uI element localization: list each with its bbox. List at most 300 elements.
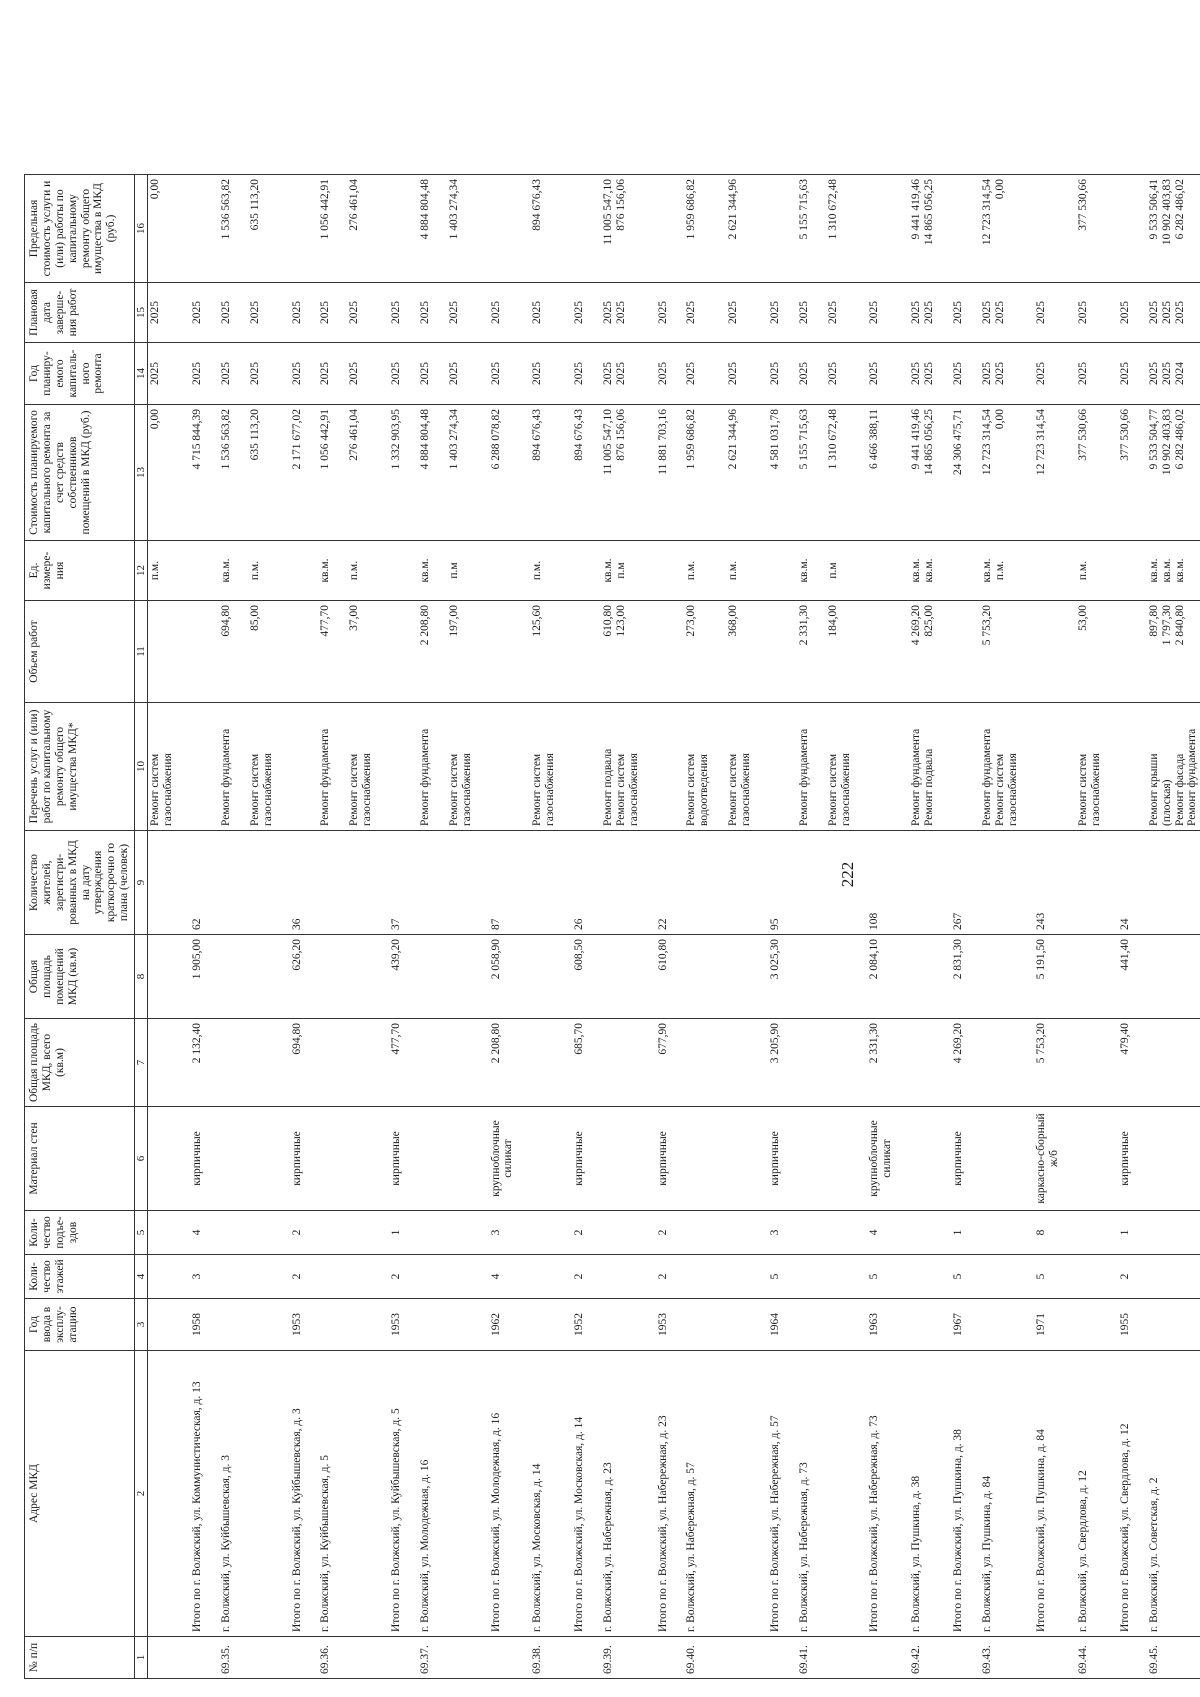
unit xyxy=(573,545,586,596)
year-built: 1953 xyxy=(656,1299,671,1351)
completion-year: 2025 xyxy=(826,301,839,324)
planned-year: 2025 xyxy=(319,362,332,385)
entrance-count: 4 xyxy=(190,1211,205,1255)
completion-year: 2025 xyxy=(685,301,698,324)
owner-cost-cell xyxy=(290,405,305,541)
owner-cost-cell xyxy=(489,405,517,541)
spacer-cell xyxy=(433,1107,447,1211)
planned-year: 2025 xyxy=(826,362,839,385)
spacer-cell xyxy=(783,283,797,343)
spacer-cell xyxy=(783,343,797,405)
row-spacer xyxy=(234,175,248,1679)
work-volume: 37,00 xyxy=(348,605,361,631)
planned-year: 2025 xyxy=(951,362,964,385)
spacer-cell xyxy=(516,175,530,283)
row-number xyxy=(248,1637,276,1679)
work-type: Ремонт фундамента xyxy=(319,728,332,826)
spacer-cell xyxy=(712,601,726,703)
spacer-cell xyxy=(853,703,867,831)
spacer-cell xyxy=(754,1211,768,1255)
row-number: 69.38. xyxy=(530,1637,558,1679)
year-built xyxy=(980,1299,1021,1351)
owner-cost: 377 530,66 xyxy=(1118,409,1131,461)
residents-count: 37 xyxy=(389,831,404,935)
limit-cost xyxy=(657,179,670,278)
column-header: Коли-чество этажей xyxy=(25,1255,135,1299)
spacer-cell xyxy=(712,283,726,343)
planned-year-cell xyxy=(190,343,205,405)
spacer-cell xyxy=(670,1211,684,1255)
spacer-cell xyxy=(754,1107,768,1211)
spacer-cell xyxy=(1020,1351,1034,1637)
limit-cost: 377 530,66 xyxy=(1077,179,1090,231)
spacer-cell xyxy=(642,1351,656,1637)
wall-material: крупноблочные силикат xyxy=(489,1107,517,1211)
work-volume: 123,00 xyxy=(614,605,627,637)
spacer-cell xyxy=(937,1019,951,1107)
planned-year: 2025 xyxy=(248,362,261,385)
work-type: Ремонт подвала xyxy=(601,748,614,826)
spacer-cell xyxy=(754,343,768,405)
spacer-cell xyxy=(333,1255,347,1299)
row-number: 69.45. xyxy=(1147,1637,1200,1679)
total-area: 2 331,30 xyxy=(867,1019,895,1107)
entrance-count xyxy=(447,1211,475,1255)
spacer-cell xyxy=(812,831,826,935)
rooms-area xyxy=(726,935,754,1019)
residents-count xyxy=(980,831,1021,935)
wall-material: кирпичные xyxy=(389,1107,404,1211)
spacer-cell xyxy=(1104,1107,1118,1211)
year-built xyxy=(318,1299,333,1351)
unit-cell xyxy=(290,541,305,601)
spacer-cell xyxy=(404,1637,418,1679)
spacer-cell xyxy=(712,1107,726,1211)
work-type: Ремонт систем газоснабжения xyxy=(1077,753,1103,826)
spacer-cell xyxy=(433,831,447,935)
spacer-cell xyxy=(1020,831,1034,935)
limit-cost-cell xyxy=(1076,175,1104,283)
wall-material xyxy=(248,1107,276,1211)
completion-year: 2025 xyxy=(447,301,460,324)
completion-year-cell xyxy=(909,283,937,343)
spacer-cell xyxy=(754,1637,768,1679)
spacer-cell xyxy=(587,601,601,703)
completion-year: 2025 xyxy=(993,301,1006,324)
rooms-area xyxy=(1147,935,1200,1019)
total-area xyxy=(148,1019,176,1107)
unit xyxy=(191,545,204,596)
address: Итого по г. Волжский, ул. Молодежная, д. 16 xyxy=(489,1351,517,1637)
residents-count xyxy=(248,831,276,935)
completion-year: 2025 xyxy=(923,301,936,324)
spacer-cell xyxy=(937,831,951,935)
address: Итого по г. Волжский, ул. Свердлова, д. 12 xyxy=(1118,1351,1133,1637)
work-type: Ремонт систем газоснабжения xyxy=(993,753,1019,826)
owner-cost: 9 533 504,77 xyxy=(1147,409,1160,470)
spacer-cell xyxy=(587,1107,601,1211)
rooms-area: 439,20 xyxy=(389,935,404,1019)
owner-cost-cell xyxy=(656,405,671,541)
limit-cost: 276 461,04 xyxy=(348,179,361,231)
entrance-count xyxy=(980,1211,1021,1255)
residents-count: 22 xyxy=(656,831,671,935)
limit-cost-cell xyxy=(951,175,966,283)
spacer-cell xyxy=(754,703,768,831)
spacer-cell xyxy=(234,1107,248,1211)
floor-count: 5 xyxy=(768,1255,783,1299)
spacer-cell xyxy=(558,1637,572,1679)
spacer-cell xyxy=(1133,1255,1147,1299)
spacer-cell xyxy=(1062,405,1076,541)
planned-year: 2025 xyxy=(191,362,204,385)
floor-count: 2 xyxy=(572,1255,587,1299)
unit xyxy=(390,545,403,596)
spacer-cell xyxy=(433,405,447,541)
residents-count xyxy=(726,831,754,935)
work-volume-cell xyxy=(909,601,937,703)
wall-material xyxy=(684,1107,712,1211)
wall-material: кирпичные xyxy=(1118,1107,1133,1211)
spacer-cell xyxy=(1062,175,1076,283)
spacer-cell xyxy=(1062,1107,1076,1211)
residents-count: 24 xyxy=(1118,831,1133,935)
owner-cost: 10 902 403,83 xyxy=(1160,409,1173,476)
completion-year: 2025 xyxy=(601,301,614,324)
spacer-cell xyxy=(670,175,684,283)
entrance-count xyxy=(909,1211,937,1255)
limit-cost: 0,00 xyxy=(149,179,162,200)
unit: п.м xyxy=(826,562,839,579)
residents-count xyxy=(418,831,433,935)
spacer-cell xyxy=(712,1351,726,1637)
entrance-count xyxy=(347,1211,375,1255)
spacer-cell xyxy=(205,343,219,405)
page-number: 222 xyxy=(838,861,857,888)
spacer-cell xyxy=(333,703,347,831)
owner-cost: 377 530,66 xyxy=(1077,409,1090,461)
total-area xyxy=(980,1019,1021,1107)
planned-year-cell xyxy=(389,343,404,405)
spacer-cell xyxy=(558,1351,572,1637)
owner-cost: 9 441 419,46 xyxy=(910,409,923,470)
year-built xyxy=(347,1299,375,1351)
work-volume-cell xyxy=(530,601,558,703)
year-built: 1963 xyxy=(867,1299,895,1351)
spacer-cell xyxy=(333,405,347,541)
column-header: Количество жителей, зарегистри-рованных в МКД на дату утверждения краткосрочно го плана (человек) xyxy=(25,831,135,935)
unit: кв.м. xyxy=(1160,558,1173,583)
column-number: 16 xyxy=(135,175,148,283)
spacer-cell xyxy=(404,1351,418,1637)
total-area xyxy=(347,1019,375,1107)
spacer-cell xyxy=(375,831,389,935)
work-volume: 184,00 xyxy=(826,605,839,637)
owner-cost: 2 621 344,96 xyxy=(727,409,740,470)
spacer-cell xyxy=(304,175,318,283)
spacer-cell xyxy=(783,1107,797,1211)
floor-count xyxy=(318,1255,333,1299)
address xyxy=(726,1351,754,1637)
unit-cell xyxy=(1076,541,1104,601)
spacer-cell xyxy=(937,405,951,541)
rooms-area xyxy=(601,935,642,1019)
unit: п.м. xyxy=(531,560,544,581)
limit-cost-cell xyxy=(656,175,671,283)
total-area xyxy=(219,1019,234,1107)
spacer-cell xyxy=(176,283,190,343)
address xyxy=(148,1351,176,1637)
spacer-cell xyxy=(375,703,389,831)
work-volume-cell xyxy=(980,601,1021,703)
work-type-cell xyxy=(909,703,937,831)
rooms-area xyxy=(1076,935,1104,1019)
residents-count xyxy=(797,831,812,935)
table-row xyxy=(1118,175,1133,1679)
entrance-count: 2 xyxy=(572,1211,587,1255)
spacer-cell xyxy=(276,831,290,935)
work-volume: 897,80 xyxy=(1147,605,1160,637)
spacer-cell xyxy=(1133,601,1147,703)
spacer-cell xyxy=(895,1637,909,1679)
work-volume: 273,00 xyxy=(685,605,698,637)
completion-year: 2025 xyxy=(1118,301,1131,324)
work-type: Ремонт систем газоснабжения xyxy=(826,753,852,826)
spacer-cell xyxy=(1020,1107,1034,1211)
spacer-cell xyxy=(333,601,347,703)
work-volume xyxy=(868,605,881,698)
planned-year: 2025 xyxy=(447,362,460,385)
residents-count xyxy=(530,831,558,935)
work-type xyxy=(657,707,670,826)
spacer-cell xyxy=(333,831,347,935)
spacer-cell xyxy=(333,1107,347,1211)
spacer-cell xyxy=(375,283,389,343)
owner-cost: 11 005 547,10 xyxy=(601,409,614,475)
table-row xyxy=(656,175,671,1679)
spacer-cell xyxy=(234,1637,248,1679)
entrance-count xyxy=(1147,1211,1200,1255)
table-header-row xyxy=(25,175,135,1679)
spacer-cell xyxy=(937,283,951,343)
address xyxy=(347,1351,375,1637)
spacer-cell xyxy=(304,283,318,343)
work-volume-cell xyxy=(572,601,587,703)
unit-cell xyxy=(951,541,966,601)
spacer-cell xyxy=(404,283,418,343)
spacer-cell xyxy=(966,1255,980,1299)
row-spacer xyxy=(475,175,489,1679)
planned-year: 2025 xyxy=(1160,362,1173,385)
owner-cost-cell xyxy=(572,405,587,541)
spacer-cell xyxy=(1062,343,1076,405)
spacer-cell xyxy=(475,831,489,935)
spacer-cell xyxy=(812,1211,826,1255)
limit-cost: 9 533 506,41 xyxy=(1147,179,1160,240)
spacer-cell xyxy=(895,343,909,405)
work-volume xyxy=(994,605,1007,698)
spacer-cell xyxy=(276,1299,290,1351)
spacer-cell xyxy=(475,283,489,343)
spacer-cell xyxy=(276,343,290,405)
limit-cost-cell xyxy=(909,175,937,283)
unit-cell xyxy=(867,541,895,601)
spacer-cell xyxy=(176,541,190,601)
spacer-cell xyxy=(812,601,826,703)
work-volume: 85,00 xyxy=(248,605,261,631)
limit-cost-cell xyxy=(684,175,712,283)
spacer-cell xyxy=(712,935,726,1019)
spacer-cell xyxy=(276,935,290,1019)
work-type-cell xyxy=(290,703,305,831)
work-type-cell xyxy=(1034,703,1062,831)
residents-count: 267 xyxy=(951,831,966,935)
entrance-count: 2 xyxy=(290,1211,305,1255)
spacer-cell xyxy=(587,405,601,541)
spacer-cell xyxy=(516,1255,530,1299)
limit-cost-cell xyxy=(980,175,1021,283)
row-number: 69.35. xyxy=(219,1637,234,1679)
spacer-cell xyxy=(304,343,318,405)
owner-cost-cell xyxy=(768,405,783,541)
spacer-cell xyxy=(966,831,980,935)
rooms-area: 610,80 xyxy=(656,935,671,1019)
work-volume: 825,00 xyxy=(923,605,936,637)
work-volume xyxy=(490,605,503,698)
year-built xyxy=(726,1299,754,1351)
spacer-cell xyxy=(1104,541,1118,601)
spacer-cell xyxy=(234,831,248,935)
spacer-cell xyxy=(812,405,826,541)
planned-year: 2025 xyxy=(290,362,303,385)
total-area xyxy=(1076,1019,1104,1107)
spacer-cell xyxy=(375,343,389,405)
residents-count xyxy=(148,831,176,935)
completion-year: 2025 xyxy=(248,301,261,324)
work-volume-cell xyxy=(867,601,895,703)
row-number xyxy=(867,1637,895,1679)
completion-year: 2025 xyxy=(1147,301,1160,324)
address: г. Волжский, ул. Московская, д. 14 xyxy=(530,1351,558,1637)
spacer-cell xyxy=(712,831,726,935)
spacer-cell xyxy=(234,601,248,703)
work-type xyxy=(952,707,965,826)
limit-cost-cell xyxy=(530,175,558,283)
limit-cost-cell xyxy=(601,175,642,283)
work-volume-cell xyxy=(1118,601,1133,703)
address: Итого по г. Волжский, ул. Пушкина, д. 38 xyxy=(951,1351,966,1637)
completion-year: 2025 xyxy=(656,301,669,324)
address: Итого по г. Волжский, ул. Московская, д. 14 xyxy=(572,1351,587,1637)
spacer-cell xyxy=(375,1019,389,1107)
spacer-cell xyxy=(558,831,572,935)
spacer-cell xyxy=(754,1019,768,1107)
wall-material: кирпичные xyxy=(656,1107,671,1211)
owner-cost: 1 536 563,82 xyxy=(219,409,232,470)
spacer-cell xyxy=(895,1107,909,1211)
row-number: 69.44. xyxy=(1076,1637,1104,1679)
spacer-cell xyxy=(558,1299,572,1351)
year-built: 1953 xyxy=(389,1299,404,1351)
planned-year: 2025 xyxy=(923,362,936,385)
planned-year: 2025 xyxy=(1077,362,1090,385)
spacer-cell xyxy=(475,1211,489,1255)
row-spacer xyxy=(783,175,797,1679)
completion-year-cell xyxy=(190,283,205,343)
spacer-cell xyxy=(642,405,656,541)
spacer-cell xyxy=(587,1637,601,1679)
work-volume-cell xyxy=(248,601,276,703)
spacer-cell xyxy=(937,703,951,831)
rooms-area: 441,40 xyxy=(1118,935,1133,1019)
unit: кв.м. xyxy=(910,558,923,583)
work-type-cell xyxy=(867,703,895,831)
work-type: Ремонт крыши (плоская) xyxy=(1147,753,1173,826)
table-row xyxy=(290,175,305,1679)
unit-cell xyxy=(489,541,517,601)
limit-cost xyxy=(291,179,304,278)
unit: п.м. xyxy=(727,560,740,581)
completion-year: 2025 xyxy=(727,301,740,324)
spacer-cell xyxy=(1062,1019,1076,1107)
spacer-cell xyxy=(783,1255,797,1299)
planned-year: 2025 xyxy=(601,362,614,385)
spacer-cell xyxy=(1062,1351,1076,1637)
spacer-cell xyxy=(712,1637,726,1679)
unit: п.м. xyxy=(248,560,261,581)
spacer-cell xyxy=(1062,831,1076,935)
spacer-cell xyxy=(205,935,219,1019)
limit-cost-cell xyxy=(318,175,333,283)
floor-count xyxy=(726,1255,754,1299)
unit-cell xyxy=(826,541,854,601)
spacer-cell xyxy=(176,1351,190,1637)
owner-cost-cell xyxy=(797,405,812,541)
planned-year: 2025 xyxy=(219,362,232,385)
spacer-cell xyxy=(1020,1019,1034,1107)
year-built xyxy=(684,1299,712,1351)
planned-year: 2025 xyxy=(910,362,923,385)
spacer-cell xyxy=(937,1255,951,1299)
spacer-cell xyxy=(895,1351,909,1637)
work-volume-cell xyxy=(418,601,433,703)
total-area xyxy=(601,1019,642,1107)
entrance-count xyxy=(248,1211,276,1255)
limit-cost: 12 723 314,54 xyxy=(980,179,993,246)
spacer-cell xyxy=(1133,541,1147,601)
work-volume-cell xyxy=(190,601,205,703)
unit-cell xyxy=(909,541,937,601)
entrance-count: 8 xyxy=(1034,1211,1062,1255)
work-type xyxy=(573,707,586,826)
spacer-cell xyxy=(670,601,684,703)
row-number xyxy=(389,1637,404,1679)
column-header: Стоимость планируемого капитального ремонта за счет средств собственников помещений в МКД (руб.) xyxy=(25,405,135,541)
column-number: 9 xyxy=(135,831,148,935)
owner-cost: 894 676,43 xyxy=(531,409,544,461)
work-type xyxy=(868,707,881,826)
spacer-cell xyxy=(234,541,248,601)
spacer-cell xyxy=(1133,175,1147,283)
limit-cost-cell xyxy=(248,175,276,283)
spacer-cell xyxy=(1133,1637,1147,1679)
spacer-cell xyxy=(558,1211,572,1255)
residents-count: 62 xyxy=(190,831,205,935)
spacer-cell xyxy=(1062,935,1076,1019)
spacer-cell xyxy=(475,1637,489,1679)
spacer-cell xyxy=(853,1255,867,1299)
limit-cost-cell xyxy=(389,175,404,283)
